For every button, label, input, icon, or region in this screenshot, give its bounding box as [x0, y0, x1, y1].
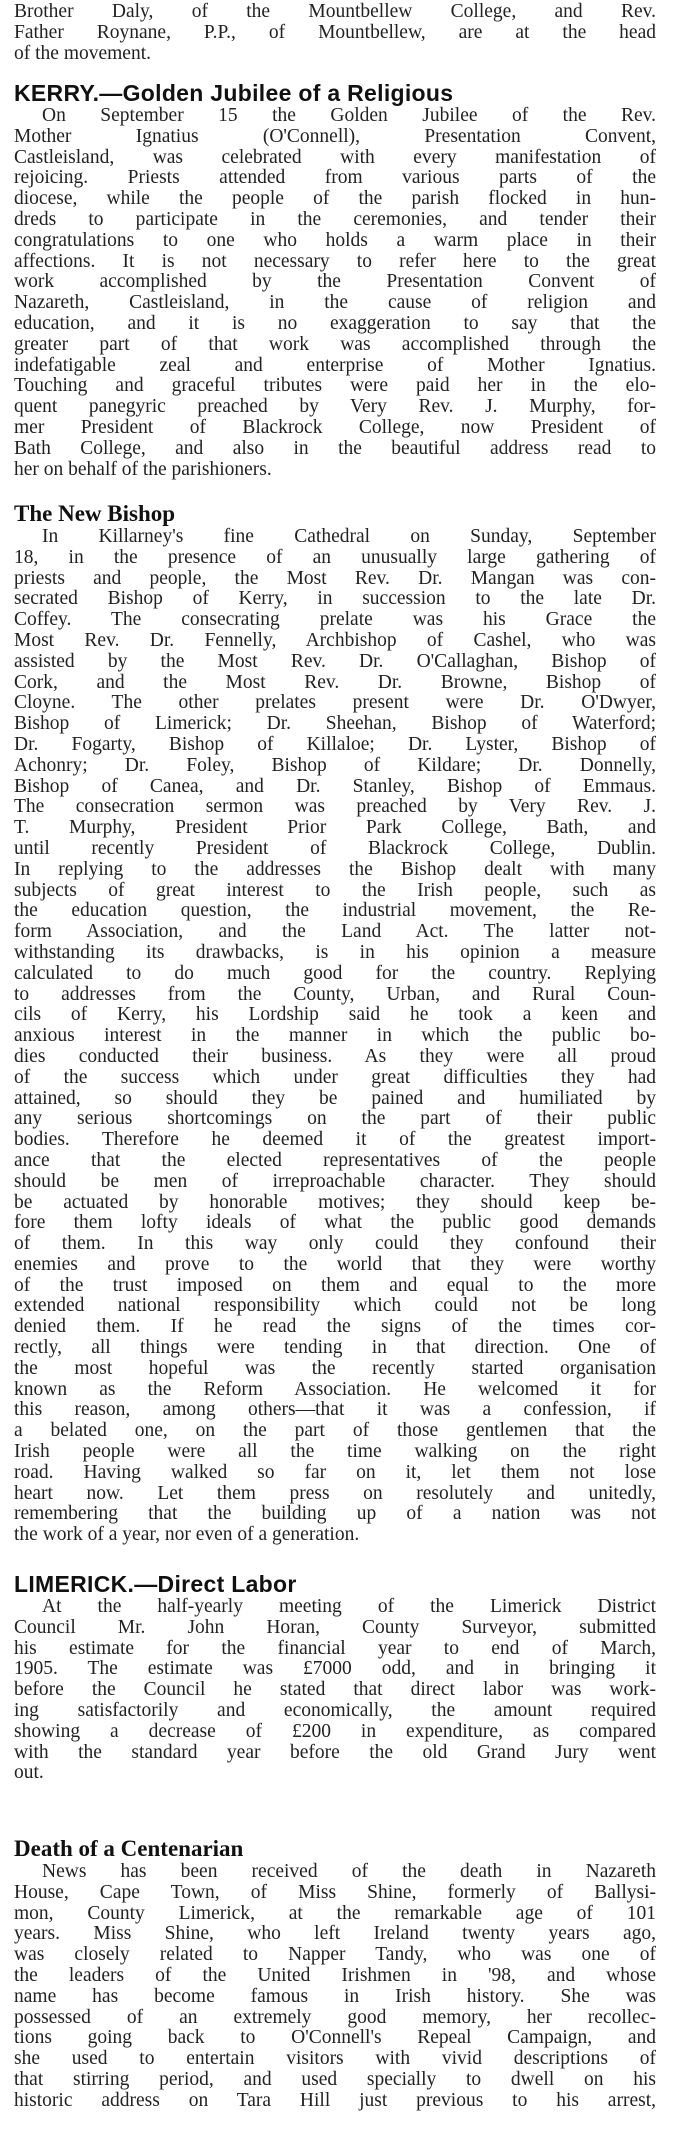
text-line: subjects of great interest to the Irish people, such as — [14, 879, 656, 901]
text-line: Brother Daly, of the Mountbellew College, and Rev. — [14, 1, 656, 22]
text-line: of the trust imposed on them and equal to the more — [14, 1274, 656, 1296]
text-line: ing satisfactorily and economically, the amount required — [14, 1699, 656, 1721]
text-line: education, and it is no exaggeration to say that the — [14, 312, 656, 334]
text-line: remembering that the building up of a nation was not — [14, 1503, 656, 1525]
text-line: Dr. Fogarty, Bishop of Killaloe; Dr. Lyster, Bishop of — [14, 733, 656, 755]
text-line: withstanding its drawbacks, is in his opinion a measure — [14, 941, 656, 963]
text-line: road. Having walked so far on it, let them not lose — [14, 1461, 656, 1483]
text-line: Touching and graceful tributes were paid her in the elo- — [14, 375, 656, 397]
article-heading: The New Bishop — [14, 501, 176, 526]
article-heading: KERRY.—Golden Jubilee of a Religious — [14, 80, 454, 106]
text-line: years. Miss Shine, who left Ireland twenty years ago, — [14, 1923, 656, 1945]
text-line: known as the Reform Association. He welcomed it for — [14, 1378, 656, 1400]
text-line: indefatigable zeal and enterprise of Mother Ignatius. — [14, 354, 656, 376]
text-line: until recently President of Blackrock College, Dublin. — [14, 837, 656, 859]
text-line: rejoicing. Priests attended from various parts of the — [14, 167, 656, 189]
text-line: In replying to the addresses the Bishop dealt with many — [14, 858, 656, 880]
text-line: The consecration sermon was preached by Very Rev. J. — [14, 796, 656, 818]
text-line: tions going back to O'Connell's Repeal Campaign, and — [14, 2027, 656, 2049]
text-line: possessed of an extremely good memory, her recollec- — [14, 2006, 656, 2028]
text-line: her on behalf of the parishioners. — [14, 458, 272, 480]
text-line: be actuated by honorable motives; they should keep be- — [14, 1191, 656, 1213]
text-line: out. — [14, 1762, 44, 1784]
text-line: attained, so should they be pained and humiliated by — [14, 1087, 656, 1109]
text-line: to addresses from the County, Urban, and Rural Coun- — [14, 983, 656, 1005]
text-line: should be men of irreproachable character. They should — [14, 1170, 656, 1192]
article-heading: LIMERICK.—Direct Labor — [14, 1571, 297, 1597]
text-line: heart now. Let them press on resolutely and unitedly, — [14, 1482, 656, 1504]
text-line: dies conducted their business. As they were all proud — [14, 1045, 656, 1067]
text-line: Most Rev. Dr. Fennelly, Archbishop of Cashel, who was — [14, 629, 656, 651]
text-line: rectly, all things were tending in that direction. One of — [14, 1337, 656, 1359]
text-line: Mother Ignatius (O'Connell), Presentation Convent, — [14, 125, 656, 147]
text-line: quent panegyric preached by Very Rev. J. Murphy, for- — [14, 396, 656, 418]
text-line: a belated one, on the part of those gentlemen that the — [14, 1420, 656, 1442]
text-line: secrated Bishop of Kerry, in succession to the late Dr. — [14, 588, 656, 610]
text-line: greater part of that work was accomplished through the — [14, 333, 656, 355]
article-death-of-a-centenarian — [14, 1836, 656, 2112]
text-line: dreds to participate in the ceremonies, and tender their — [14, 208, 656, 230]
text-line: ance that the elected representatives of the people — [14, 1149, 656, 1171]
text-line: On September 15 the Golden Jubilee of the Rev. — [42, 105, 656, 126]
text-line: cils of Kerry, his Lordship said he took a keen and — [14, 1004, 656, 1026]
text-line: name has become famous in Irish history. She was — [14, 1985, 656, 2007]
text-line: assisted by the Most Rev. Dr. O'Callaghan, Bishop of — [14, 650, 656, 672]
text-line: In Killarney's fine Cathedral on Sunday, September — [42, 526, 656, 547]
text-line: was closely related to Napper Tandy, who was one of — [14, 1944, 656, 1966]
text-line: historic address on Tara Hill just previous to his arrest, — [14, 2089, 656, 2111]
text-line: the work of a year, nor even of a generation. — [14, 1524, 360, 1546]
text-line: fore them lofty ideals of what the public good demands — [14, 1212, 656, 1234]
text-line: enemies and prove to the world that they were worthy — [14, 1253, 656, 1275]
text-line: News has been received of the death in Nazareth — [42, 1861, 656, 1882]
article-limerick-direct-labor — [14, 1571, 656, 1784]
article-heading: Death of a Centenarian — [14, 1836, 244, 1861]
text-line: mer President of Blackrock College, now President of — [14, 416, 656, 438]
text-line: bodies. Therefore he deemed it of the greatest import- — [14, 1129, 656, 1151]
text-line: with the standard year before the old Grand Jury went — [14, 1741, 656, 1763]
text-line: Bishop of Limerick; Dr. Sheehan, Bishop of Waterford; — [14, 713, 656, 735]
text-line: Father Roynane, P.P., of Mountbellew, are at the head — [14, 21, 656, 43]
text-line: diocese, while the people of the parish flocked in hun- — [14, 188, 656, 210]
text-line: anxious interest in the manner in which the public bo- — [14, 1025, 656, 1047]
text-line: denied them. If he read the signs of the times cor- — [14, 1316, 656, 1338]
text-line: 1905. The estimate was £7000 odd, and in bringing it — [14, 1658, 656, 1680]
article-intro-continuation — [14, 2, 656, 64]
text-line: work accomplished by the Presentation Convent of — [14, 271, 656, 293]
text-line: affections. It is not necessary to refer here to the great — [14, 250, 656, 272]
text-line: calculated to do much good for the country. Replying — [14, 962, 656, 984]
text-line: priests and people, the Most Rev. Dr. Mangan was con- — [14, 567, 656, 589]
text-line: before the Council he stated that direct labor was work- — [14, 1679, 656, 1701]
article-the-new-bishop — [14, 501, 656, 1546]
text-line: mon, County Limerick, at the remarkable age of 101 — [14, 1902, 656, 1924]
text-line: T. Murphy, President Prior Park College, Bath, and — [14, 817, 656, 839]
text-line: Council Mr. John Horan, County Surveyor, submitted — [14, 1616, 656, 1638]
text-line: this reason, among others—that it was a confession, if — [14, 1399, 656, 1421]
text-line: Nazareth, Castleisland, in the cause of religion and — [14, 292, 656, 314]
text-line: of the movement. — [14, 42, 152, 64]
text-line: of them. In this way only could they confound their — [14, 1233, 656, 1255]
text-line: Castleisland, was celebrated with every manifestation of — [14, 146, 656, 168]
text-line: At the half-yearly meeting of the Limerick District — [42, 1596, 656, 1617]
text-line: Bishop of Canea, and Dr. Stanley, Bishop of Emmaus. — [14, 775, 656, 797]
text-line: Bath College, and also in the beautiful address read to — [14, 437, 656, 459]
text-line: Coffey. The consecrating prelate was his Grace the — [14, 609, 656, 631]
text-line: Achonry; Dr. Foley, Bishop of Kildare; Dr. Donnelly, — [14, 754, 656, 776]
article-kerry-golden-jubilee — [14, 80, 656, 480]
text-line: showing a decrease of £200 in expenditure, as compared — [14, 1720, 656, 1742]
text-line: that stirring period, and used specially to dwell on his — [14, 2068, 656, 2090]
text-line: his estimate for the financial year to end of March, — [14, 1637, 656, 1659]
text-line: the most hopeful was the recently started organisation — [14, 1357, 656, 1379]
text-line: House, Cape Town, of Miss Shine, formerly of Ballysi- — [14, 1881, 656, 1903]
text-line: 18, in the presence of an unusually large gathering of — [14, 546, 656, 568]
text-line: Cork, and the Most Rev. Dr. Browne, Bishop of — [14, 671, 656, 693]
text-line: congratulations to one who holds a warm place in their — [14, 229, 656, 251]
text-line: form Association, and the Land Act. The latter not- — [14, 921, 656, 943]
text-line: the leaders of the United Irishmen in '98, and whose — [14, 1964, 656, 1986]
text-line: any serious shortcomings on the part of their public — [14, 1108, 656, 1130]
text-line: of the success which under great difficulties they had — [14, 1066, 656, 1088]
text-line: Cloyne. The other prelates present were Dr. O'Dwyer, — [14, 692, 656, 714]
text-line: the education question, the industrial movement, the Re- — [14, 900, 656, 922]
text-line: she used to entertain visitors with vivid descriptions of — [14, 2048, 656, 2070]
text-line: extended national responsibility which could not be long — [14, 1295, 656, 1317]
text-line: Irish people were all the time walking on the right — [14, 1441, 656, 1463]
